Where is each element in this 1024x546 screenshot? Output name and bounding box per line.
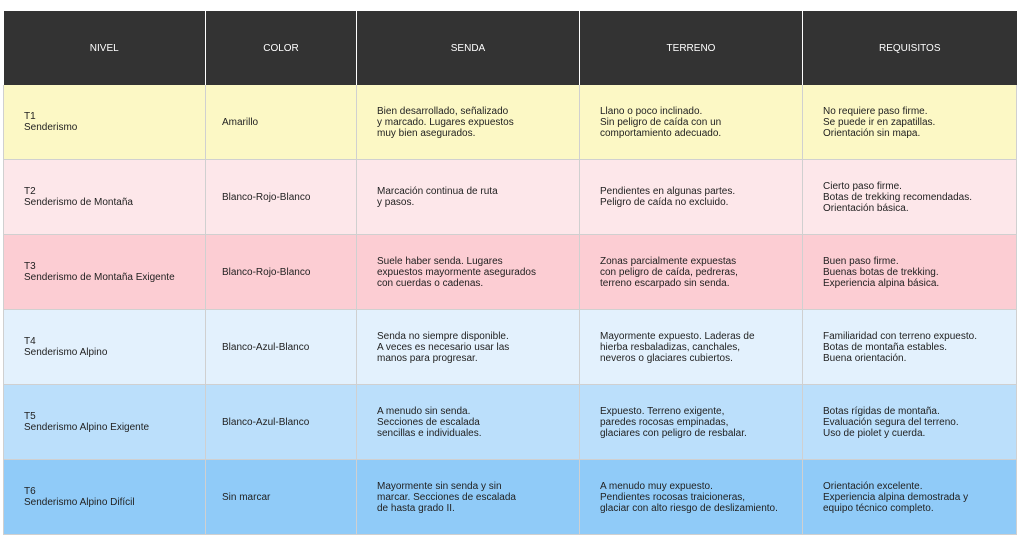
cell-nivel: T6 Senderismo Alpino Difícil	[4, 460, 206, 535]
cell-color: Blanco-Rojo-Blanco	[206, 235, 357, 310]
table-header-row	[4, 11, 1017, 85]
cell-color: Sin marcar	[206, 460, 357, 535]
cell-senda: Mayormente sin senda y sin marcar. Secciones de escalada de hasta grado II.	[357, 460, 580, 535]
cell-color: Amarillo	[206, 85, 357, 160]
difficulty-table-container	[3, 11, 1016, 535]
cell-senda: Marcación continua de ruta y pasos.	[357, 160, 580, 235]
cell-nivel: T2 Senderismo de Montaña	[4, 160, 206, 235]
cell-terreno: Zonas parcialmente expuestas con peligro de caída, pedreras, terreno escarpado sin senda.	[580, 235, 803, 310]
table-row	[4, 85, 1017, 160]
table-row	[4, 235, 1017, 310]
header-requisitos: REQUISITOS	[803, 11, 1017, 85]
cell-requisitos: Botas rígidas de montaña. Evaluación segura del terreno. Uso de piolet y cuerda.	[803, 385, 1017, 460]
cell-senda: Bien desarrollado, señalizado y marcado. Lugares expuestos muy bien asegurados.	[357, 85, 580, 160]
table-body	[4, 85, 1017, 535]
table-row	[4, 160, 1017, 235]
cell-senda: Senda no siempre disponible. A veces es necesario usar las manos para progresar.	[357, 310, 580, 385]
header-color: COLOR	[206, 11, 357, 85]
cell-nivel: T4 Senderismo Alpino	[4, 310, 206, 385]
cell-requisitos: Cierto paso firme. Botas de trekking recomendadas. Orientación básica.	[803, 160, 1017, 235]
cell-senda: A menudo sin senda. Secciones de escalada sencillas e individuales.	[357, 385, 580, 460]
cell-requisitos: Buen paso firme. Buenas botas de trekking. Experiencia alpina básica.	[803, 235, 1017, 310]
cell-terreno: Mayormente expuesto. Laderas de hierba resbaladizas, canchales, neveros o glaciares cubiertos.	[580, 310, 803, 385]
header-nivel: NIVEL	[4, 11, 206, 85]
header-senda: SENDA	[357, 11, 580, 85]
difficulty-table	[3, 11, 1017, 535]
cell-terreno: A menudo muy expuesto. Pendientes rocosas traicioneras, glaciar con alto riesgo de deslizamiento.	[580, 460, 803, 535]
cell-nivel: T1 Senderismo	[4, 85, 206, 160]
table-row	[4, 310, 1017, 385]
cell-color: Blanco-Azul-Blanco	[206, 310, 357, 385]
cell-nivel: T3 Senderismo de Montaña Exigente	[4, 235, 206, 310]
cell-nivel: T5 Senderismo Alpino Exigente	[4, 385, 206, 460]
cell-senda: Suele haber senda. Lugares expuestos mayormente asegurados con cuerdas o cadenas.	[357, 235, 580, 310]
cell-requisitos: No requiere paso firme. Se puede ir en zapatillas. Orientación sin mapa.	[803, 85, 1017, 160]
table-row	[4, 385, 1017, 460]
cell-terreno: Llano o poco inclinado. Sin peligro de caída con un comportamiento adecuado.	[580, 85, 803, 160]
cell-terreno: Expuesto. Terreno exigente, paredes rocosas empinadas, glaciares con peligro de resbalar.	[580, 385, 803, 460]
cell-color: Blanco-Azul-Blanco	[206, 385, 357, 460]
cell-requisitos: Familiaridad con terreno expuesto. Botas de montaña estables. Buena orientación.	[803, 310, 1017, 385]
cell-requisitos: Orientación excelente. Experiencia alpina demostrada y equipo técnico completo.	[803, 460, 1017, 535]
cell-terreno: Pendientes en algunas partes. Peligro de caída no excluido.	[580, 160, 803, 235]
header-terreno: TERRENO	[580, 11, 803, 85]
cell-color: Blanco-Rojo-Blanco	[206, 160, 357, 235]
table-row	[4, 460, 1017, 535]
